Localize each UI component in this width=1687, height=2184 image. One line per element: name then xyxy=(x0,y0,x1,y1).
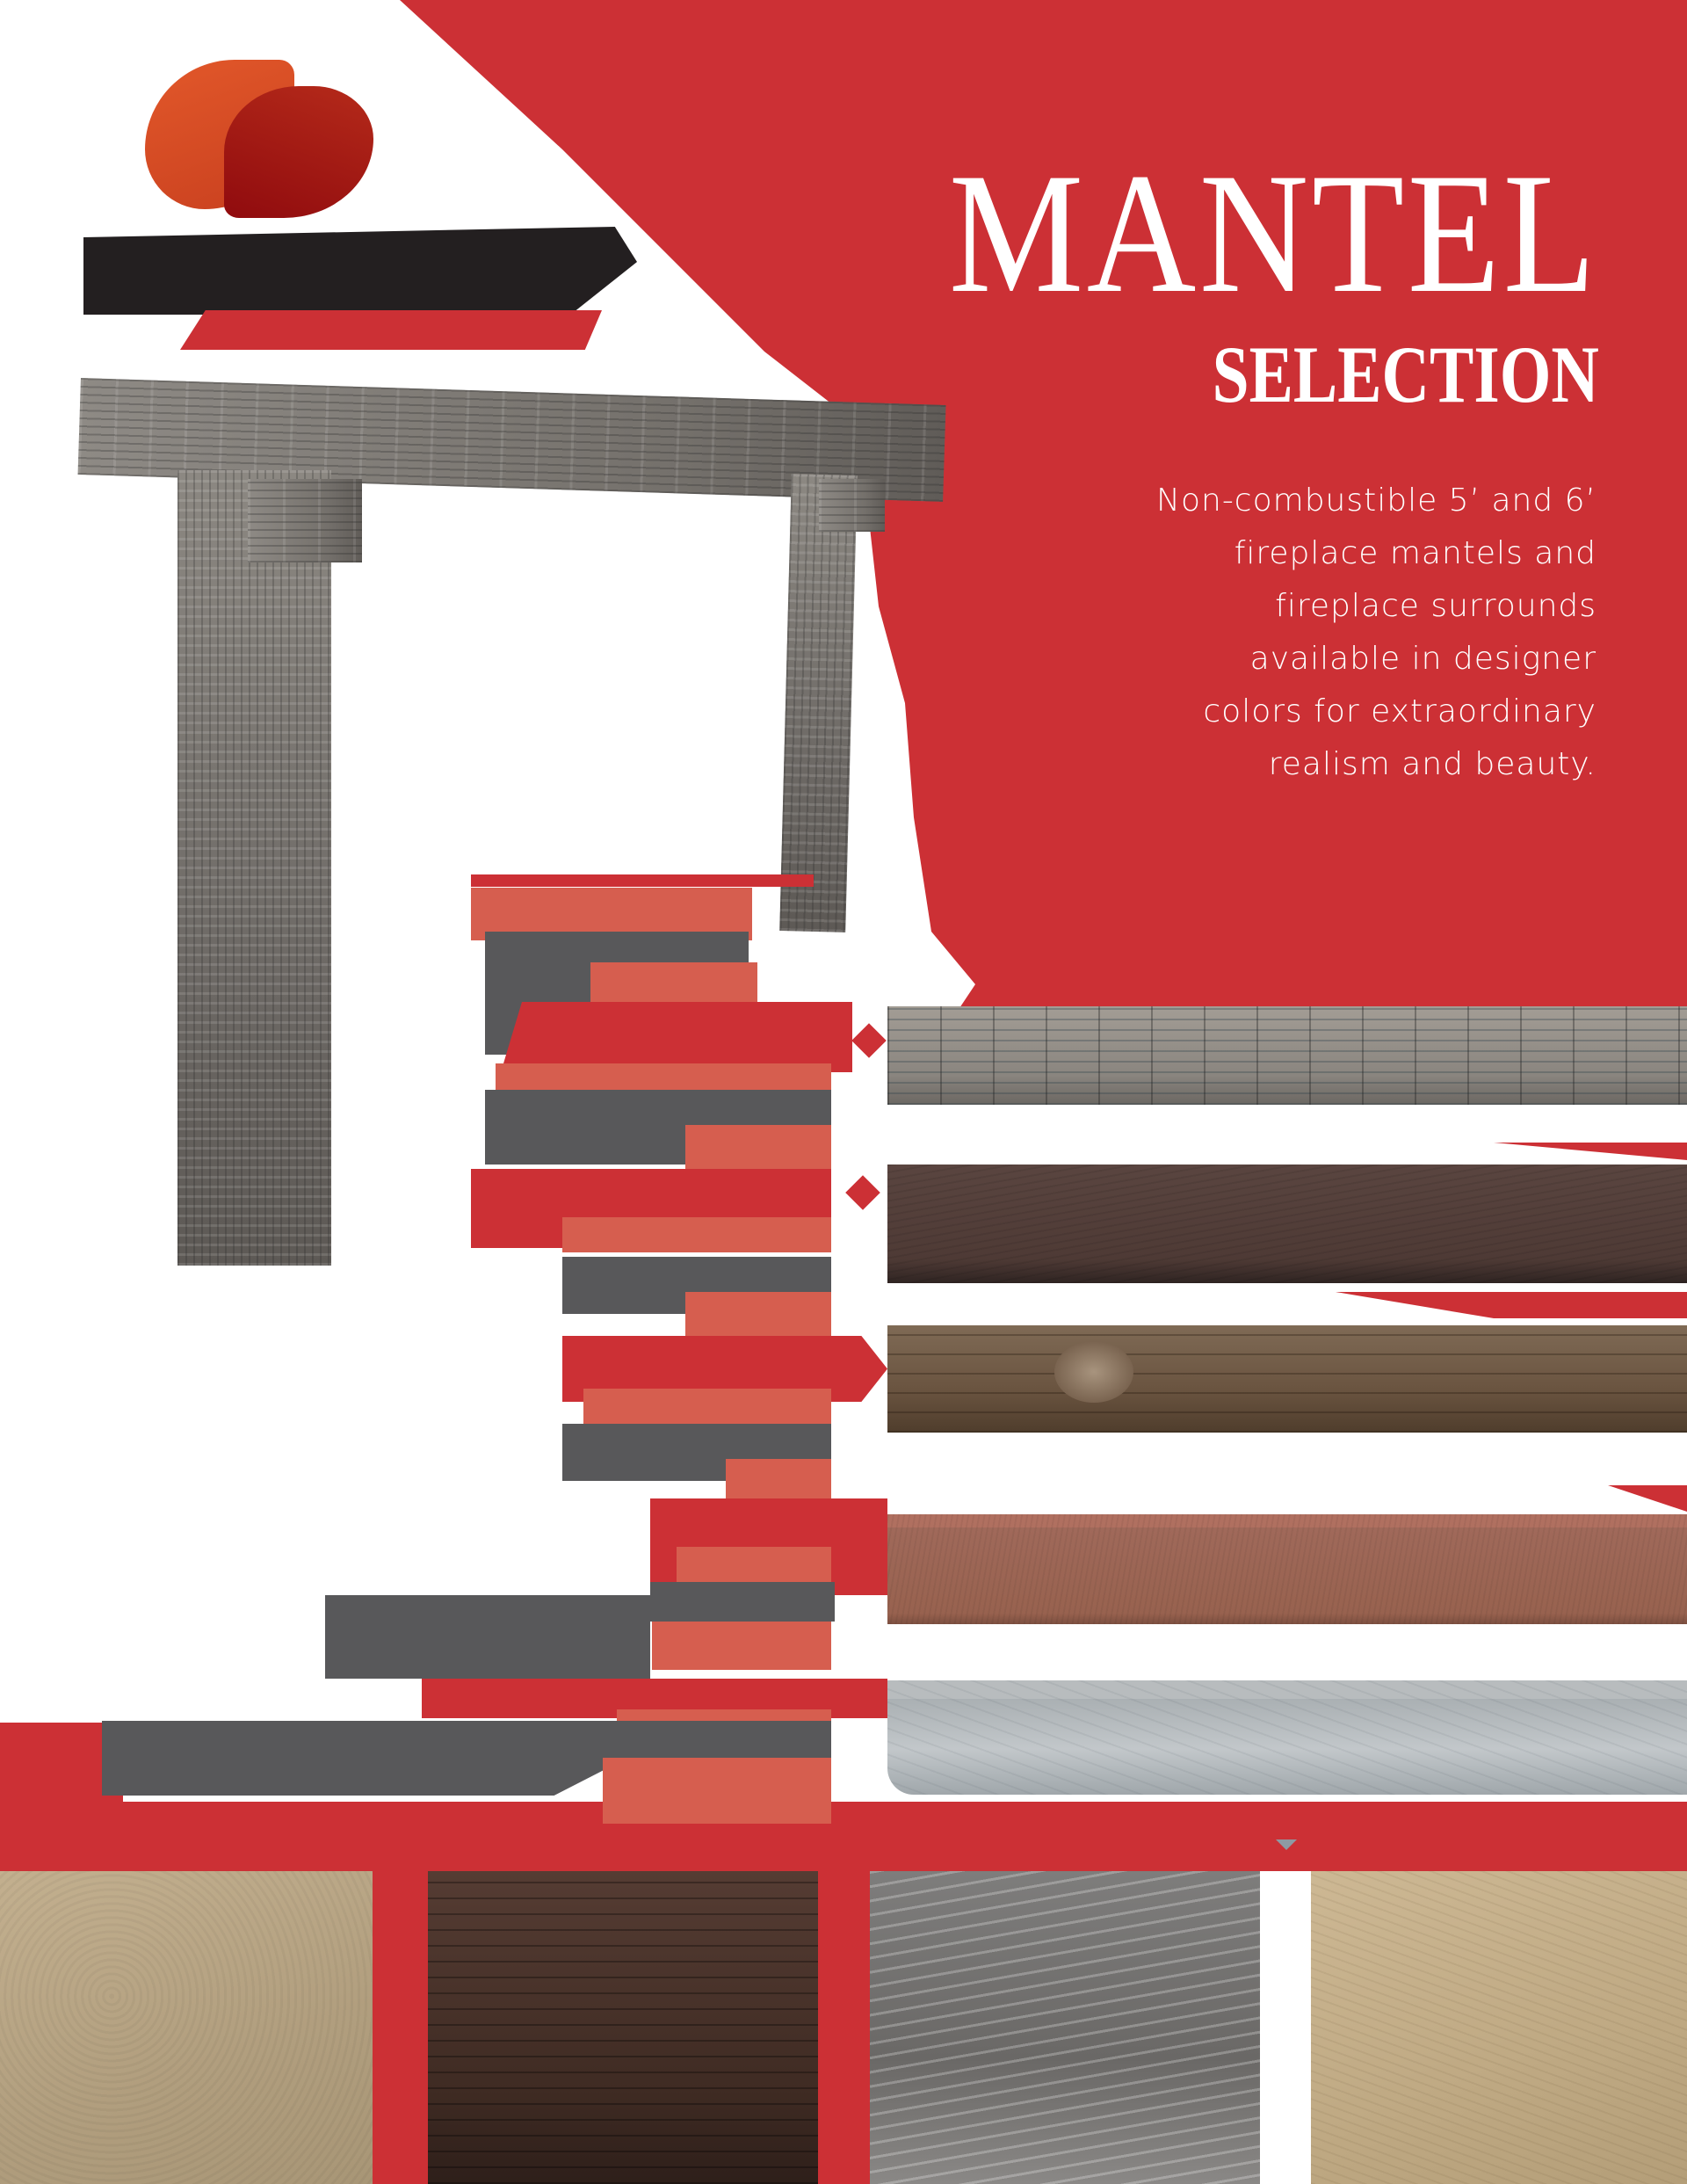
label-block xyxy=(685,1292,831,1340)
light-grey-stone-beam xyxy=(887,1680,1687,1795)
product-description xyxy=(1034,475,1596,791)
description-line: colors for extraordinary xyxy=(1203,693,1596,729)
swatch-separator xyxy=(818,1871,870,2184)
description-line: available in designer xyxy=(1249,641,1596,677)
description-line: fireplace mantels and xyxy=(1234,535,1596,571)
label-block xyxy=(583,1389,831,1428)
label-block xyxy=(603,1758,831,1824)
swatch-weathered-grey xyxy=(870,1871,1260,2184)
dark-brown-beam xyxy=(887,1165,1687,1283)
red-cedar-beam xyxy=(887,1514,1687,1624)
swatch-dark-walnut xyxy=(428,1871,818,2184)
brown-knotted-beam xyxy=(887,1325,1687,1433)
description-line: fireplace surrounds xyxy=(1275,588,1596,624)
color-label-list xyxy=(0,0,887,1839)
label-block xyxy=(726,1459,831,1503)
description-line: realism and beauty. xyxy=(1268,746,1596,782)
page-title: MANTEL xyxy=(949,138,1599,329)
bottom-red-band xyxy=(0,1839,1687,1871)
swatch-separator xyxy=(373,1871,428,2184)
page-subtitle: SELECTION xyxy=(1212,330,1599,419)
swatch-light-tan xyxy=(0,1871,373,2184)
label-block xyxy=(685,1125,831,1169)
grey-hand-hewn-beam xyxy=(887,1006,1687,1105)
label-block xyxy=(562,1217,831,1252)
pointer-notch-icon xyxy=(1276,1839,1297,1850)
label-block xyxy=(677,1547,831,1586)
description-line: Non-combustible 5’ and 6’ xyxy=(1156,483,1596,519)
label-block xyxy=(501,1002,852,1072)
label-block xyxy=(650,1582,835,1622)
swatch-natural-pine xyxy=(1311,1871,1687,2184)
label-block xyxy=(325,1595,650,1679)
label-block xyxy=(652,1622,831,1670)
swatch-separator xyxy=(1260,1871,1311,2184)
wood-knot xyxy=(1054,1341,1133,1403)
label-block xyxy=(471,874,814,887)
